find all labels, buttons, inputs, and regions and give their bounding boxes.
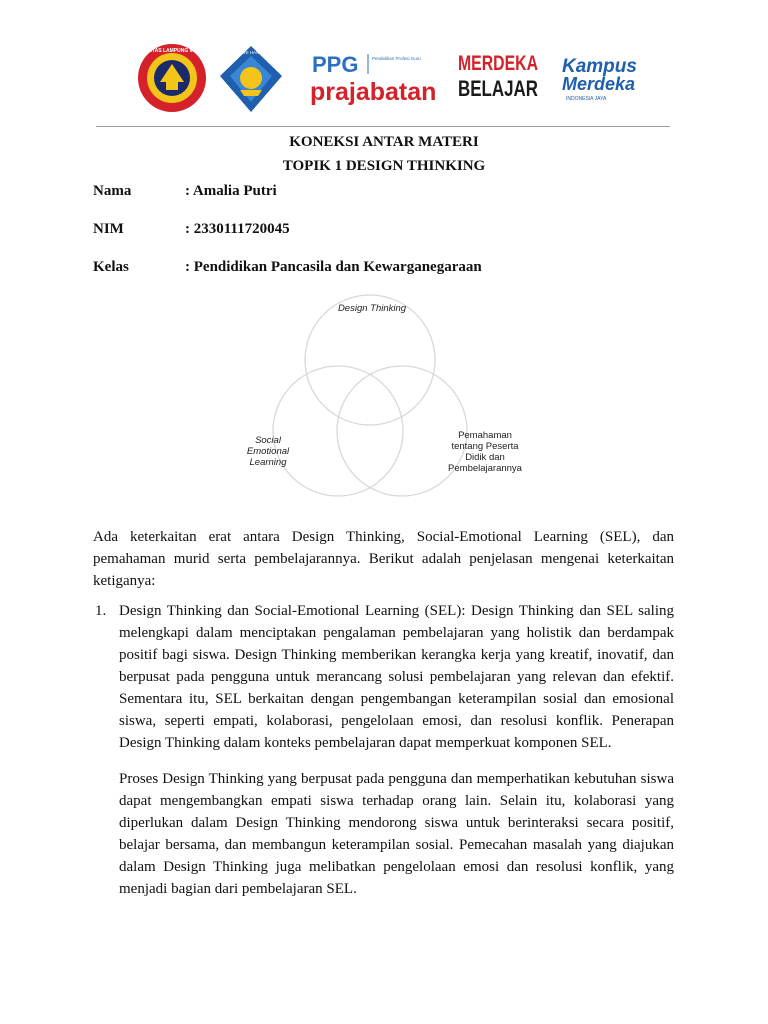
kampus-line1: Kampus xyxy=(562,56,637,77)
merdeka-line1: MERDEKA xyxy=(458,52,538,75)
meta-value: : Pendidikan Pancasila dan Kewarganegaraan xyxy=(185,259,482,275)
venn-label-left-2: Emotional xyxy=(246,446,290,457)
kampus-line3: INDONESIA JAYA xyxy=(566,96,607,102)
university-seal-logo xyxy=(128,42,216,114)
venn-label-right-3: Didik dan xyxy=(465,452,505,463)
intro-paragraph: Ada keterkaitan erat antara Design Thinking, Social-Emotional Learning (SEL), dan pemahaman murid serta pembelajarannya. Berikut adalah penjelasan mengenai keterkaitan ketiganya: xyxy=(93,529,674,589)
venn-label-right-4: Pembelajarannya xyxy=(448,463,522,474)
kampus-line2: Merdeka xyxy=(562,74,636,94)
university-seal-text: UNIVERSITAS LAMPUNG MAMPANG xyxy=(128,48,216,54)
meta-value: : 2330111720045 xyxy=(185,221,290,237)
venn-circle-sel xyxy=(273,366,403,496)
venn-label-top: Design Thinking xyxy=(337,303,407,314)
merdeka-line2: BELAJAR xyxy=(458,76,539,101)
document-title: KONEKSI ANTAR MATERI xyxy=(289,134,479,150)
venn-label-right-1: Pemahaman xyxy=(458,430,512,441)
ppg-small: Pendidikan Profesi Guru xyxy=(372,56,421,61)
list-item-1-paragraph-2: Proses Design Thinking yang berpusat pada pengguna dan memperhatikan kebutuhan siswa dapat mengembangkan empati siswa terhadap orang lain. Selain itu, kolaborasi yang diperlukan dalam Design Thinking mendorong siswa untuk berinteraksi secara positif, belajar bersama, dan membangun keterampilan sosial. Pemecahan masalah yang diajukan dalam Design Thinking juga melibatkan pengelolaan emosi dan resolusi konflik, yang menjadi bagian dari pembelajaran SEL. xyxy=(119,771,674,897)
venn-label-right-2: tentang Peserta xyxy=(451,441,519,452)
merdeka-belajar-logo xyxy=(458,48,540,104)
meta-label: Kelas xyxy=(93,259,129,275)
header-divider xyxy=(96,126,670,127)
ppg-prajabatan-logo xyxy=(310,48,442,108)
ppg-sub: prajabatan xyxy=(310,78,437,106)
venn-circle-design-thinking xyxy=(305,295,435,425)
tut-wuri-logo xyxy=(218,44,284,114)
list-item-1-text: Design Thinking dan Social-Emotional Learning (SEL): Design Thinking dan SEL saling melengkapi dalam menciptakan pengalaman pembelajaran yang holistik dan berdampak positif bagi siswa. Design Thinking memberikan kerangka kerja yang kreatif, inovatif, dan berpusat pada pengguna untuk merancang solusi pembelajaran yang relevan dan efektif. Sementara itu, SEL berkaitan dengan pengembangan keterampilan sosial dan emosional siswa, seperti empati, kolaborasi, pengelolaan emosi, dan resolusi konflik. Penerapan Design Thinking dalam konteks pembelajaran dapat memperkuat komponen SEL. xyxy=(119,603,674,751)
meta-label: NIM xyxy=(93,221,124,237)
venn-diagram xyxy=(230,296,532,500)
meta-value: : Amalia Putri xyxy=(185,183,277,199)
kampus-merdeka-logo xyxy=(560,50,648,106)
list-number: 1. xyxy=(95,603,107,619)
document-subtitle: TOPIK 1 DESIGN THINKING xyxy=(282,158,486,174)
logo-bar xyxy=(0,38,768,118)
venn-circle-peserta-didik xyxy=(337,366,467,496)
meta-label: Nama xyxy=(93,183,132,199)
tut-wuri-text: TUT WURI HANDAYANI xyxy=(226,50,276,55)
venn-label-left-1: Social xyxy=(255,435,281,446)
venn-label-left-3: Learning xyxy=(249,457,287,468)
ppg-label: PPG xyxy=(312,52,359,77)
